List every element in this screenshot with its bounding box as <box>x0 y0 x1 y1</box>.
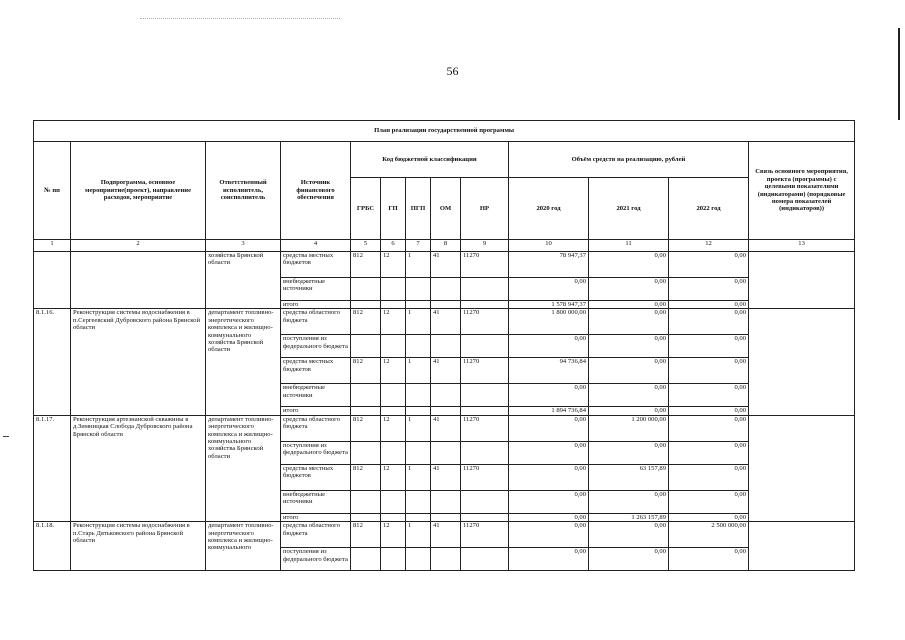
code-nr-cell <box>461 407 509 415</box>
code-pgp-cell: 1 <box>406 464 431 490</box>
code-om-cell <box>431 513 461 521</box>
header-amount: Объём средств на реализацию, рублей <box>509 142 749 178</box>
amount-y2020-cell: 0,00 <box>509 464 589 490</box>
code-grbs-cell: 812 <box>351 252 381 278</box>
code-nr-cell: 11270 <box>461 415 509 441</box>
amount-y2020-cell: 0,00 <box>509 384 589 407</box>
table-row <box>34 252 855 278</box>
code-om-cell <box>431 548 461 571</box>
code-grbs-cell: 812 <box>351 464 381 490</box>
header-pgp: ПГП <box>406 178 431 240</box>
funding-source-cell: итого <box>281 407 351 415</box>
header-gp: ГП <box>381 178 406 240</box>
header-no: № пп <box>34 142 71 240</box>
amount-y2022-cell: 0,00 <box>669 301 749 309</box>
code-om-cell <box>431 278 461 301</box>
code-nr-cell <box>461 548 509 571</box>
amount-y2021-cell: 0,00 <box>589 278 669 301</box>
column-numbers-row <box>34 240 855 252</box>
amount-y2021-cell: 63 157,89 <box>589 464 669 490</box>
code-nr-cell: 11270 <box>461 358 509 384</box>
table-row <box>34 415 855 441</box>
amount-y2021-cell: 0,00 <box>589 548 669 571</box>
header-om: ОМ <box>431 178 461 240</box>
funding-source-cell: средства областного бюджета <box>281 522 351 548</box>
column-number: 7 <box>406 240 431 252</box>
funding-source-cell: поступления из федерального бюджета <box>281 548 351 571</box>
row-number-cell: 8.1.18. <box>34 522 71 571</box>
code-gp-cell <box>381 384 406 407</box>
code-pgp-cell <box>406 278 431 301</box>
code-nr-cell <box>461 513 509 521</box>
amount-y2021-cell: 0,00 <box>589 522 669 548</box>
code-grbs-cell <box>351 407 381 415</box>
code-nr-cell <box>461 301 509 309</box>
amount-y2020-cell: 0,00 <box>509 548 589 571</box>
code-nr-cell <box>461 441 509 464</box>
amount-y2021-cell: 1 263 157,89 <box>589 513 669 521</box>
funding-source-cell: средства местных бюджетов <box>281 358 351 384</box>
column-number: 8 <box>431 240 461 252</box>
code-nr-cell <box>461 490 509 513</box>
code-grbs-cell: 812 <box>351 309 381 335</box>
code-gp-cell <box>381 278 406 301</box>
table-row <box>34 309 855 335</box>
funding-source-cell: средства местных бюджетов <box>281 464 351 490</box>
column-number: 5 <box>351 240 381 252</box>
code-gp-cell: 12 <box>381 464 406 490</box>
code-om-cell <box>431 301 461 309</box>
column-number: 3 <box>206 240 281 252</box>
column-number: 10 <box>509 240 589 252</box>
row-number-cell: 8.1.16. <box>34 309 71 415</box>
funding-source-cell: средства областного бюджета <box>281 309 351 335</box>
code-om-cell: 41 <box>431 358 461 384</box>
header-link: Связь основного мероприятия, проекта (программы) с целевыми показателями (индикаторами) (порядковые номера показателей (индикаторов)) <box>749 142 855 240</box>
amount-y2020-cell: 0,00 <box>509 490 589 513</box>
amount-y2020-cell: 0,00 <box>509 278 589 301</box>
amount-y2020-cell: 1 894 736,84 <box>509 407 589 415</box>
amount-y2022-cell: 0,00 <box>669 309 749 335</box>
code-grbs-cell: 812 <box>351 415 381 441</box>
amount-y2022-cell: 0,00 <box>669 441 749 464</box>
amount-y2021-cell: 0,00 <box>589 252 669 278</box>
amount-y2022-cell: 0,00 <box>669 278 749 301</box>
column-number: 11 <box>589 240 669 252</box>
executor-cell: департамент топливно-энергетического комплекса и жилищно-коммунального <box>206 522 281 571</box>
amount-y2020-cell: 0,00 <box>509 441 589 464</box>
indicator-link-cell <box>749 415 855 521</box>
program-name-cell <box>71 252 206 309</box>
amount-y2021-cell: 1 200 000,00 <box>589 415 669 441</box>
table-title: План реализации государственной программы <box>34 121 855 142</box>
amount-y2021-cell: 0,00 <box>589 441 669 464</box>
column-number: 4 <box>281 240 351 252</box>
row-number-cell: 8.1.17. <box>34 415 71 521</box>
code-gp-cell <box>381 513 406 521</box>
column-number: 2 <box>71 240 206 252</box>
code-gp-cell <box>381 441 406 464</box>
code-om-cell: 41 <box>431 309 461 335</box>
header-2020: 2020 год <box>509 178 589 240</box>
code-pgp-cell: 1 <box>406 415 431 441</box>
code-om-cell <box>431 490 461 513</box>
column-number: 13 <box>749 240 855 252</box>
amount-y2020-cell: 78 947,37 <box>509 252 589 278</box>
code-nr-cell <box>461 335 509 358</box>
code-pgp-cell <box>406 301 431 309</box>
indicator-link-cell <box>749 252 855 309</box>
column-number: 6 <box>381 240 406 252</box>
code-nr-cell <box>461 278 509 301</box>
code-gp-cell: 12 <box>381 358 406 384</box>
code-grbs-cell <box>351 384 381 407</box>
amount-y2020-cell: 94 736,84 <box>509 358 589 384</box>
indicator-link-cell <box>749 309 855 415</box>
funding-source-cell: средства местных бюджетов <box>281 252 351 278</box>
code-gp-cell: 12 <box>381 252 406 278</box>
code-nr-cell: 11270 <box>461 464 509 490</box>
amount-y2022-cell: 0,00 <box>669 358 749 384</box>
code-pgp-cell <box>406 407 431 415</box>
executor-cell: департамент топливно-энергетического комплекса и жилищно-коммунального хозяйства Брянской области <box>206 309 281 415</box>
code-om-cell <box>431 441 461 464</box>
amount-y2022-cell: 0,00 <box>669 415 749 441</box>
amount-y2022-cell: 0,00 <box>669 490 749 513</box>
amount-y2021-cell: 0,00 <box>589 335 669 358</box>
funding-source-cell: средства областного бюджета <box>281 415 351 441</box>
funding-source-cell: итого <box>281 513 351 521</box>
funding-source-cell: внебюджетные источники <box>281 278 351 301</box>
header-2022: 2022 год <box>669 178 749 240</box>
amount-y2020-cell: 0,00 <box>509 415 589 441</box>
amount-y2022-cell: 0,00 <box>669 252 749 278</box>
code-om-cell: 41 <box>431 522 461 548</box>
amount-y2020-cell: 1 800 000,00 <box>509 309 589 335</box>
column-number: 1 <box>34 240 71 252</box>
amount-y2021-cell: 0,00 <box>589 301 669 309</box>
amount-y2021-cell: 0,00 <box>589 384 669 407</box>
program-name-cell: Реконструкция артезианской скважины в д.Зимницкая Слобода Дубровского района Брянской области <box>71 415 206 521</box>
code-pgp-cell <box>406 335 431 358</box>
indicator-link-cell <box>749 522 855 571</box>
code-gp-cell <box>381 301 406 309</box>
code-pgp-cell <box>406 513 431 521</box>
column-number: 12 <box>669 240 749 252</box>
code-pgp-cell <box>406 441 431 464</box>
code-pgp-cell <box>406 490 431 513</box>
header-budget-code: Код бюджетной классификации <box>351 142 509 178</box>
row-number-cell <box>34 252 71 309</box>
code-gp-cell <box>381 548 406 571</box>
code-grbs-cell <box>351 441 381 464</box>
code-gp-cell: 12 <box>381 309 406 335</box>
amount-y2022-cell: 0,00 <box>669 384 749 407</box>
header-executor: Ответственный исполнитель, соисполнитель <box>206 142 281 240</box>
header-program: Подпрограмма, основное мероприятие(проект), направление расходов, мероприятие <box>71 142 206 240</box>
amount-y2022-cell: 2 500 000,00 <box>669 522 749 548</box>
code-gp-cell: 12 <box>381 522 406 548</box>
code-gp-cell <box>381 335 406 358</box>
code-om-cell <box>431 335 461 358</box>
code-nr-cell: 11270 <box>461 309 509 335</box>
code-pgp-cell: 1 <box>406 309 431 335</box>
column-number: 9 <box>461 240 509 252</box>
program-plan-table <box>33 120 855 571</box>
code-om-cell <box>431 384 461 407</box>
funding-source-cell: поступления из федерального бюджета <box>281 441 351 464</box>
amount-y2020-cell: 0,00 <box>509 513 589 521</box>
amount-y2021-cell: 0,00 <box>589 407 669 415</box>
code-pgp-cell: 1 <box>406 522 431 548</box>
code-grbs-cell <box>351 548 381 571</box>
amount-y2021-cell: 0,00 <box>589 490 669 513</box>
executor-cell: департамент топливно-энергетического комплекса и жилищно-коммунального хозяйства Брянской области <box>206 415 281 521</box>
header-nr: НР <box>461 178 509 240</box>
executor-cell: хозяйства Брянской области <box>206 252 281 309</box>
amount-y2022-cell: 0,00 <box>669 513 749 521</box>
page-number: 56 <box>446 64 459 78</box>
scan-artifact <box>140 18 340 21</box>
funding-source-cell: поступления из федерального бюджета <box>281 335 351 358</box>
code-om-cell: 41 <box>431 252 461 278</box>
code-gp-cell: 12 <box>381 415 406 441</box>
amount-y2022-cell: 0,00 <box>669 548 749 571</box>
code-grbs-cell: 812 <box>351 522 381 548</box>
code-om-cell: 41 <box>431 415 461 441</box>
header-source: Источник финансового обеспечения <box>281 142 351 240</box>
funding-source-cell: итого <box>281 301 351 309</box>
code-pgp-cell <box>406 384 431 407</box>
code-nr-cell <box>461 384 509 407</box>
code-gp-cell <box>381 490 406 513</box>
table-row <box>34 522 855 548</box>
amount-y2022-cell: 0,00 <box>669 335 749 358</box>
code-pgp-cell <box>406 548 431 571</box>
header-2021: 2021 год <box>589 178 669 240</box>
amount-y2022-cell: 0,00 <box>669 464 749 490</box>
amount-y2020-cell: 0,00 <box>509 522 589 548</box>
code-gp-cell <box>381 407 406 415</box>
code-pgp-cell: 1 <box>406 358 431 384</box>
code-nr-cell: 11270 <box>461 522 509 548</box>
code-om-cell <box>431 407 461 415</box>
amount-y2021-cell: 0,00 <box>589 309 669 335</box>
code-grbs-cell <box>351 335 381 358</box>
program-name-cell: Реконструкция системы водоснабжения в п.Сергеевский Дубровского района Брянской области <box>71 309 206 415</box>
amount-y2020-cell: 1 578 947,37 <box>509 301 589 309</box>
program-name-cell: Реконструкция системы водоснабжения в п.Старь Дятьковского района Брянской области <box>71 522 206 571</box>
code-nr-cell: 11270 <box>461 252 509 278</box>
code-grbs-cell: 812 <box>351 358 381 384</box>
amount-y2022-cell: 0,00 <box>669 407 749 415</box>
code-grbs-cell <box>351 513 381 521</box>
amount-y2020-cell: 0,00 <box>509 335 589 358</box>
code-grbs-cell <box>351 490 381 513</box>
funding-source-cell: внебюджетные источники <box>281 490 351 513</box>
margin-mark <box>3 436 9 437</box>
code-om-cell: 41 <box>431 464 461 490</box>
code-grbs-cell <box>351 278 381 301</box>
code-grbs-cell <box>351 301 381 309</box>
funding-source-cell: внебюджетные источники <box>281 384 351 407</box>
code-pgp-cell: 1 <box>406 252 431 278</box>
header-grbs: ГРБС <box>351 178 381 240</box>
amount-y2021-cell: 0,00 <box>589 358 669 384</box>
